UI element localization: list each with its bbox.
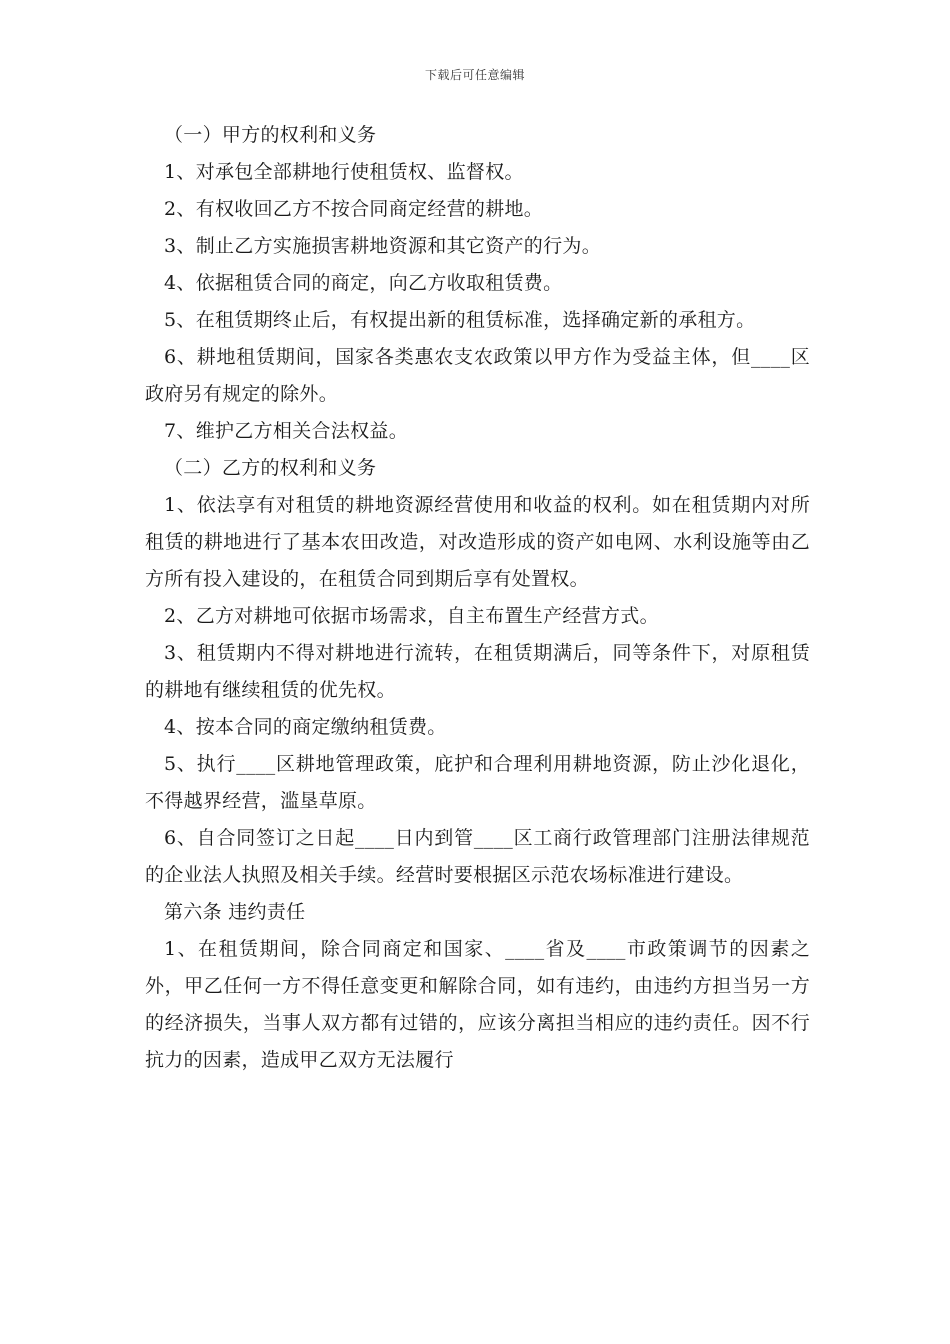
clause-b-1: 1、依法享有对租赁的耕地资源经营使用和收益的权利。如在租赁期内对所租赁的耕地进行了基本农田改造，对改造形成的资产如电网、水利设施等由乙方所有投入建设的，在租赁合同到期后享有处置权。	[145, 494, 810, 590]
clause-b-2: 2、乙方对耕地可依据市场需求，自主布置生产经营方式。	[164, 605, 659, 627]
clause-a-1: 1、对承包全部耕地行使租赁权、监督权。	[164, 161, 524, 183]
clause-breach-1: 1、在租赁期间，除合同商定和国家、____省及____市政策调节的因素之外，甲乙任何一方不得任意变更和解除合同，如有违约，由违约方担当另一方的经济损失，当事人双方都有过错的，应该分离担当相应的违约责任。因不行抗力的因素，造成甲乙双方无法履行	[145, 938, 810, 1071]
clause-b-4: 4、按本合同的商定缴纳租赁费。	[164, 716, 447, 738]
page-header: 下载后可任意编辑	[424, 68, 525, 82]
clause-a-7: 7、维护乙方相关合法权益。	[164, 420, 408, 442]
clause-a-2: 2、有权收回乙方不按合同商定经营的耕地。	[164, 198, 544, 220]
article-heading-breach: 第六条 违约责任	[164, 901, 306, 923]
clause-b-3: 3、租赁期内不得对耕地进行流转，在租赁期满后，同等条件下，对原租赁的耕地有继续租赁的优先权。	[145, 642, 810, 701]
section-heading-party-a: （一）甲方的权利和义务	[164, 124, 377, 146]
clause-a-5: 5、在租赁期终止后，有权提出新的租赁标准，选择确定新的承租方。	[164, 309, 756, 331]
document-body	[145, 117, 810, 1079]
clause-b-5: 5、执行____区耕地管理政策，庇护和合理利用耕地资源，防止沙化退化，不得越界经营，滥垦草原。	[145, 753, 810, 812]
section-heading-party-b: （二）乙方的权利和义务	[164, 457, 377, 479]
clause-a-4: 4、依据租赁合同的商定，向乙方收取租赁费。	[164, 272, 563, 294]
clause-b-6: 6、自合同签订之日起____日内到管____区工商行政管理部门注册法律规范的企业法人执照及相关手续。经营时要根据区示范农场标准进行建设。	[145, 827, 810, 886]
clause-a-6: 6、耕地租赁期间，国家各类惠农支农政策以甲方作为受益主体，但____区政府另有规定的除外。	[145, 346, 810, 405]
clause-a-3: 3、制止乙方实施损害耕地资源和其它资产的行为。	[164, 235, 601, 257]
